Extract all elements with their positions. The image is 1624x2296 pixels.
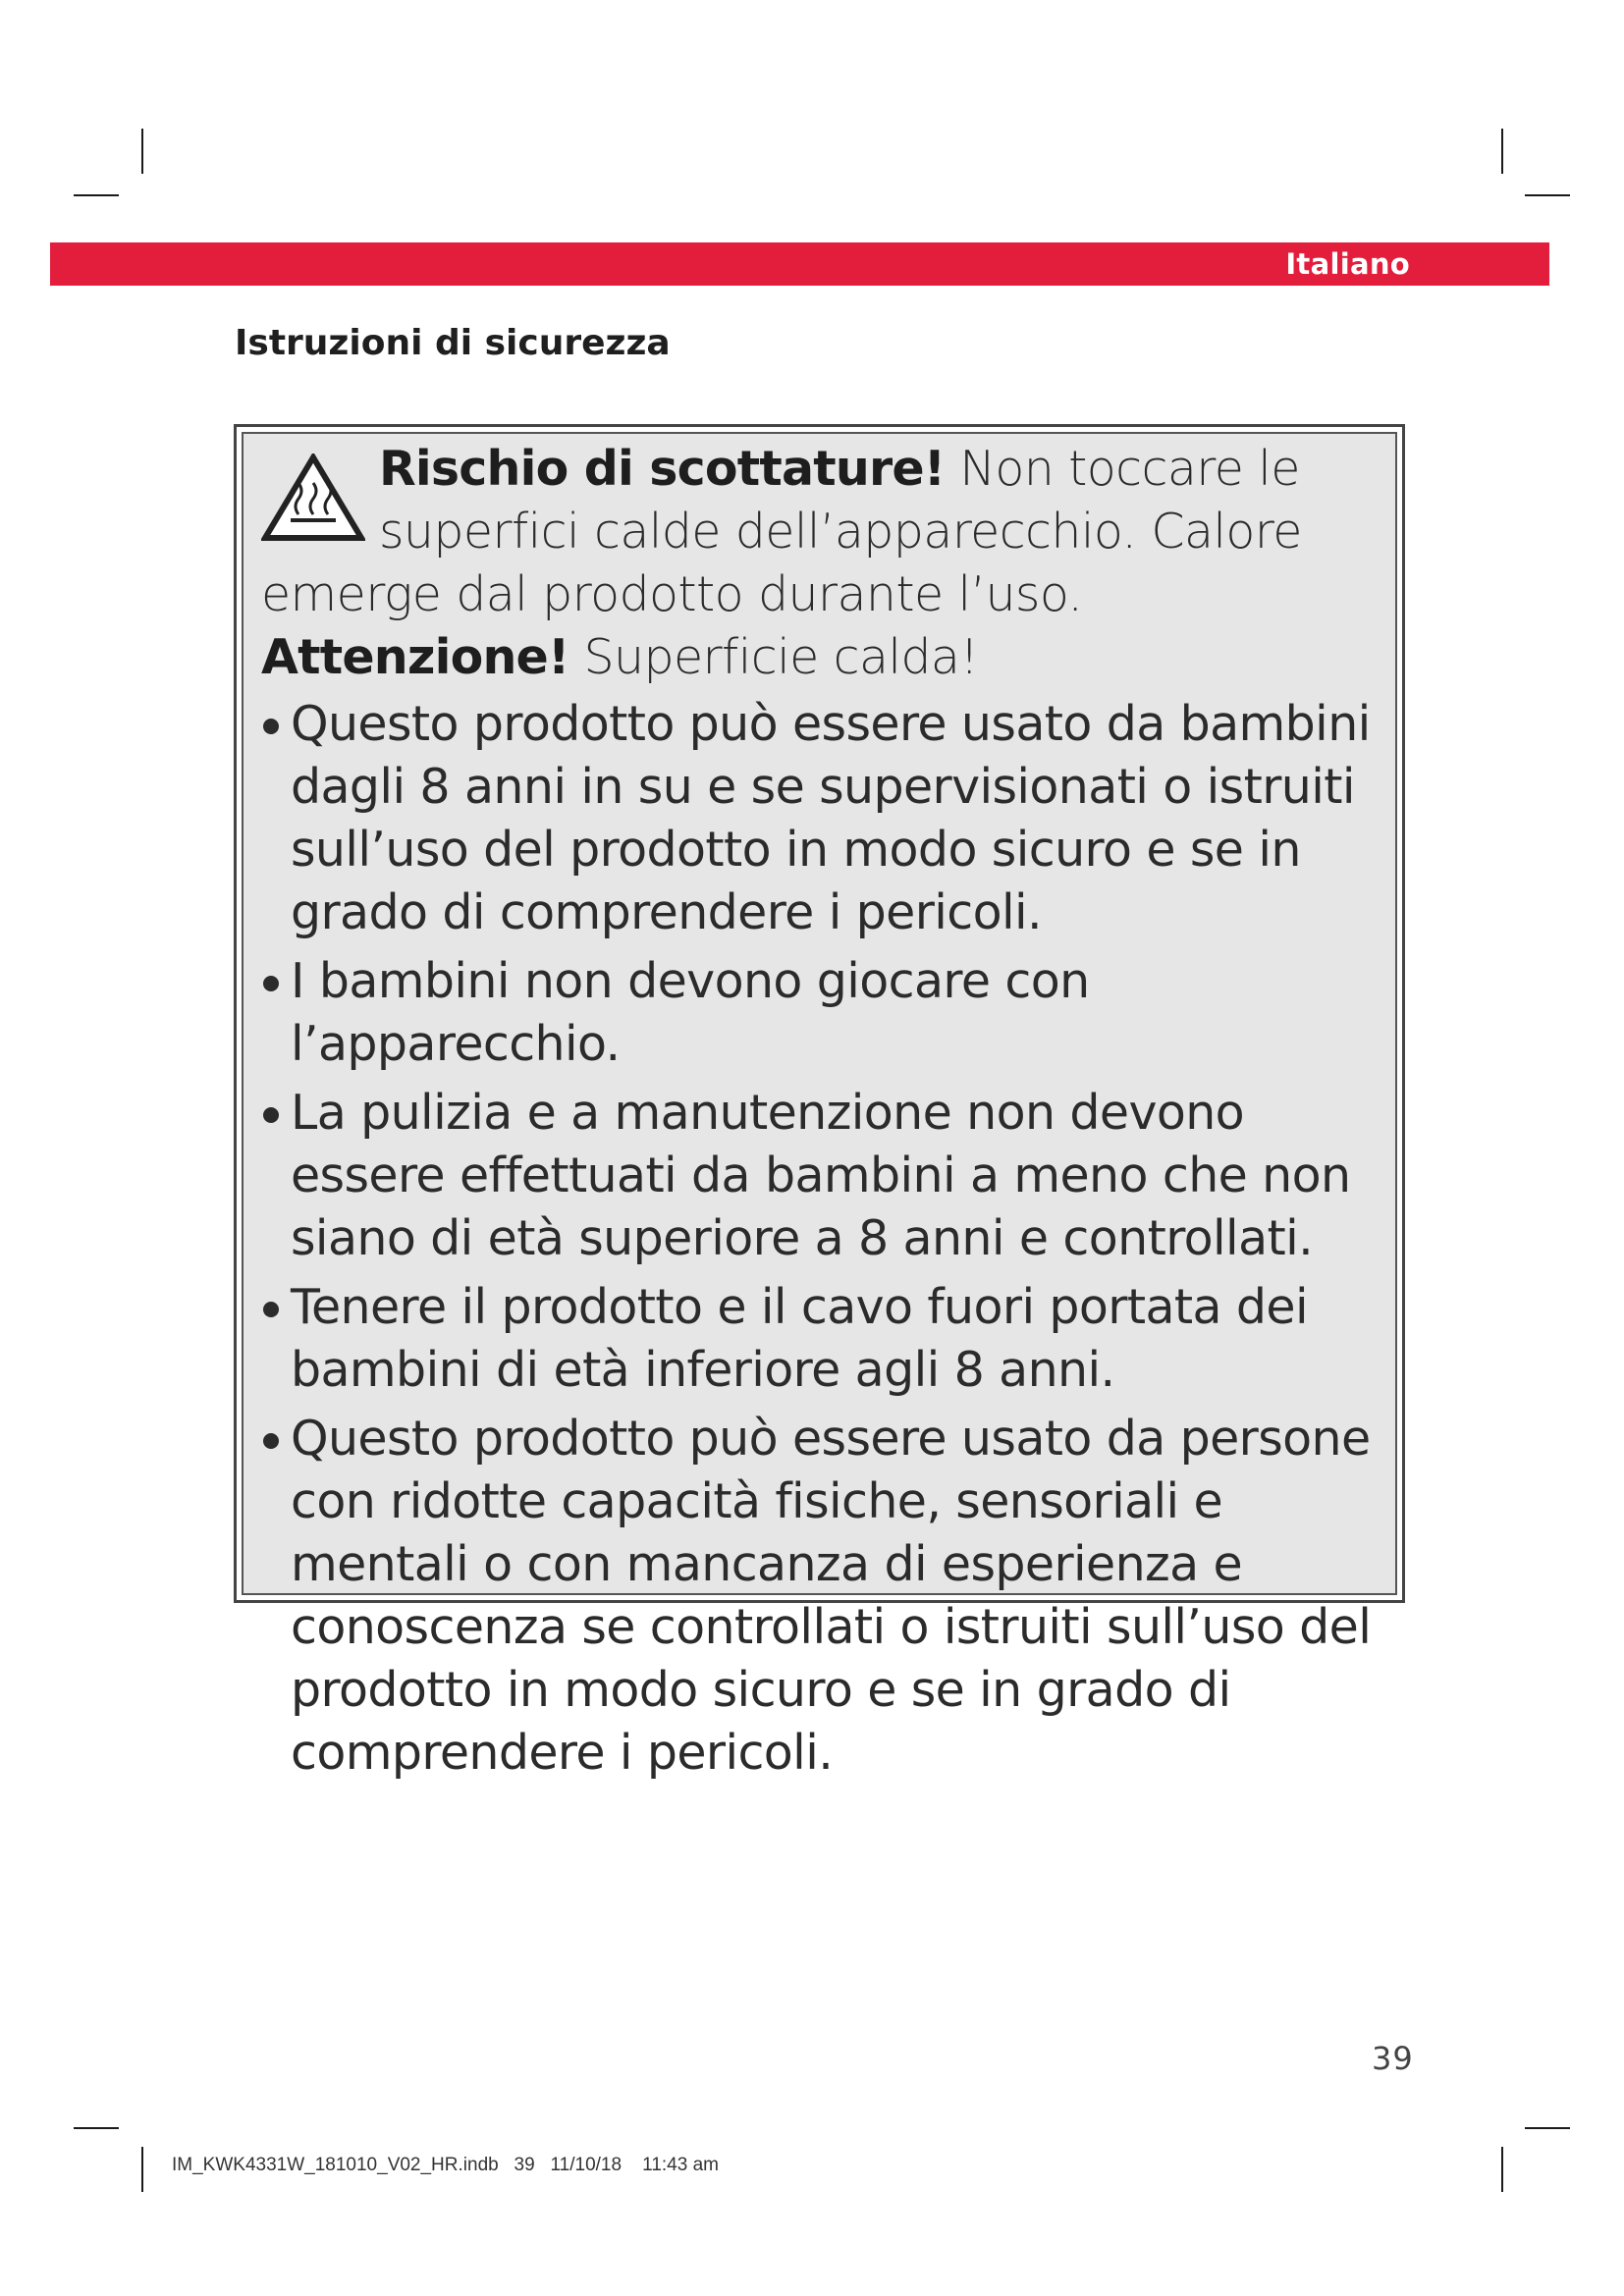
- crop-mark: [1501, 2147, 1503, 2192]
- burn-risk-text: Non toccare le superfici calde dell’apparecchio. Calore emerge dal prodotto durante l’uso.: [261, 441, 1302, 622]
- list-item-text: La pulizia e a manutenzione non devono essere effettuati da bambini a meno che non siano di età superiore a 8 anni e controllati.: [291, 1085, 1351, 1266]
- list-item: [261, 1408, 1385, 1785]
- list-item-text: Questo prodotto può essere usato da bambini dagli 8 anni in su e se supervisionati o istruiti sull’uso del prodotto in modo sicuro e se in grado di comprendere i pericoli.: [291, 696, 1371, 940]
- crop-mark: [1501, 129, 1503, 174]
- language-bar: [50, 242, 1549, 286]
- list-item-text: Tenere il prodotto e il cavo fuori portata dei bambini di età inferiore agli 8 anni.: [291, 1279, 1308, 1398]
- crop-mark: [141, 129, 143, 174]
- bullet-dot-icon: [263, 719, 279, 734]
- list-item: [261, 950, 1385, 1076]
- list-item-text: Questo prodotto può essere usato da persone con ridotte capacità fisiche, sensoriali e mentali o con mancanza di esperienza e conoscenza se controllati o istruiti sull’uso del prodotto in modo sicuro e se in grado di comprendere i pericoli.: [291, 1411, 1372, 1781]
- caution-heading: Attenzione!: [261, 629, 569, 685]
- warning-intro: [261, 438, 1385, 689]
- burn-risk-heading: Rischio di scottature!: [379, 441, 946, 497]
- hot-surface-warning-icon: [261, 454, 365, 542]
- list-item: [261, 1276, 1385, 1402]
- safety-bullet-list: [261, 693, 1385, 1785]
- bullet-dot-icon: [263, 1302, 279, 1317]
- bullet-dot-icon: [263, 1433, 279, 1449]
- list-item: [261, 1082, 1385, 1270]
- page-number: 39: [1372, 2040, 1414, 2077]
- list-item-text: I bambini non devono giocare con l’apparecchio.: [291, 953, 1090, 1072]
- print-slug: IM_KWK4331W_181010_V02_HR.indb 39 11/10/18 11:43 am: [172, 2155, 719, 2175]
- crop-mark: [141, 2147, 143, 2192]
- bullet-dot-icon: [263, 1107, 279, 1123]
- crop-mark: [1525, 2127, 1570, 2129]
- crop-mark: [74, 194, 119, 196]
- language-label: Italiano: [1285, 247, 1410, 281]
- crop-mark: [74, 2127, 119, 2129]
- section-title: Istruzioni di sicurezza: [235, 323, 671, 363]
- bullet-dot-icon: [263, 976, 279, 991]
- crop-mark: [1525, 194, 1570, 196]
- safety-warning-box: [234, 424, 1405, 1781]
- caution-text: Superficie calda!: [568, 629, 979, 685]
- list-item: [261, 693, 1385, 944]
- safety-warning-panel: [242, 432, 1397, 1781]
